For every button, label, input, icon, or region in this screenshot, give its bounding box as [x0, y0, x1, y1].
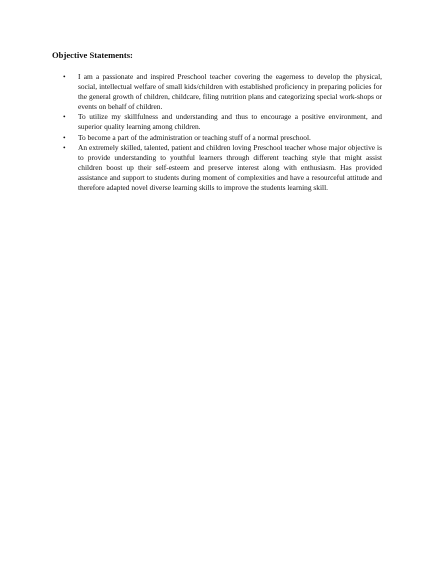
- list-item-text: I am a passionate and inspired Preschool teacher covering the eagerness to develop the physical, social, intellectual welfare of small kids/children with established proficiency in preparing policies for the general growth of children, childcare, filing nutrition plans and categorizing special work-shops or events on behalf of children.: [78, 72, 382, 112]
- list-item-text: An extremely skilled, talented, patient and children loving Preschool teacher whose major objective is to provide understanding to youthful learners through different teaching style that might assist children boost up their self-esteem and preserve interest along with enthusiasm. Has provided assistance and support to students during moment of complexities and have a resourceful attitude and therefore adapted novel diverse learning skills to improve the students learning skill.: [78, 142, 382, 193]
- list-item: [52, 143, 382, 193]
- list-item: [52, 72, 382, 112]
- bullet-icon: •: [63, 142, 66, 152]
- list-item: [52, 112, 382, 132]
- list-item: [52, 133, 382, 143]
- section-heading: Objective Statements:: [52, 50, 133, 60]
- bullet-icon: •: [63, 72, 66, 81]
- objective-list: [52, 72, 382, 193]
- bullet-icon: •: [63, 132, 66, 142]
- list-item-text: To utilize my skillfulness and understanding and thus to encourage a positive environment, and superior quality learning among children.: [78, 112, 382, 132]
- list-item-text: To become a part of the administration or teaching stuff of a normal preschool.: [78, 132, 311, 142]
- bullet-icon: •: [63, 112, 66, 122]
